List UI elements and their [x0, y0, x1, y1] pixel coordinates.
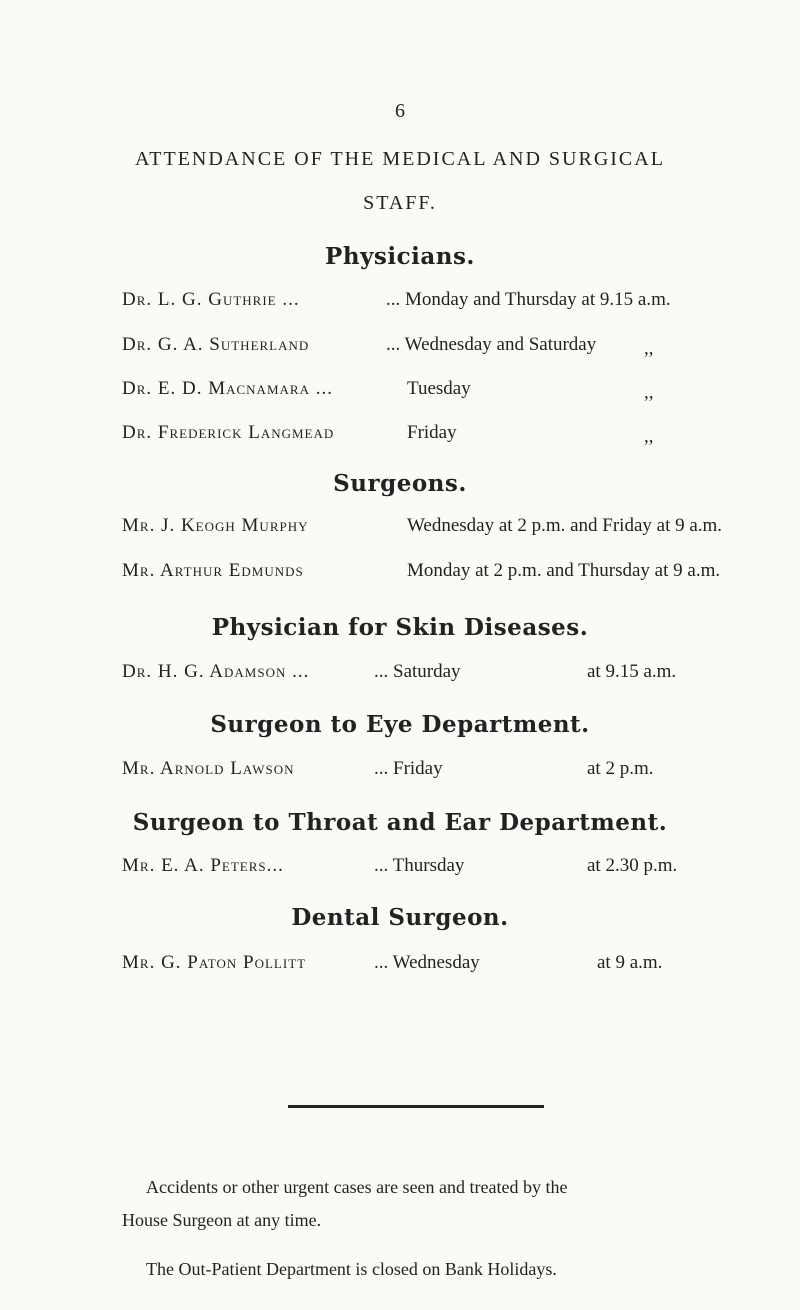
attendance-time: at 9.15 a.m. [587, 661, 677, 682]
attendance-schedule: ... Wednesday and Saturday [386, 334, 597, 355]
section-heading-physicians: Physicians. [325, 243, 475, 270]
page-title: ATTENDANCE OF THE MEDICAL AND SURGICAL [135, 148, 665, 170]
page-title-continued: STAFF. [363, 192, 437, 214]
staff-name: Dr. H. G. Adamson ... [122, 661, 310, 682]
staff-name: Dr. G. A. Sutherland [122, 334, 310, 355]
divider-rule [288, 1105, 544, 1108]
attendance-schedule: Monday at 2 p.m. and Thursday at 9 a.m. [407, 560, 721, 581]
section-heading-dental-surgeon: Dental Surgeon. [291, 904, 509, 931]
notes-bank-holidays: The Out-Patient Department is closed on Bank Holidays. [146, 1259, 557, 1279]
section-heading-surgeons: Surgeons. [333, 470, 467, 497]
attendance-schedule: ... Monday and Thursday at 9.15 a.m. [386, 289, 671, 310]
section-heading-skin-diseases: Physician for Skin Diseases. [211, 614, 589, 641]
attendance-day: ... Thursday [374, 855, 465, 876]
section-heading-throat-and-ear: Surgeon to Throat and Ear Department. [132, 809, 668, 836]
attendance-day: ... Saturday [374, 661, 461, 682]
attendance-schedule: Wednesday at 2 p.m. and Friday at 9 a.m. [407, 515, 723, 536]
attendance-time: at 2 p.m. [587, 758, 654, 779]
staff-name: Mr. Arnold Lawson [122, 758, 295, 779]
staff-name: Mr. J. Keogh Murphy [122, 515, 309, 536]
ditto-mark: ,, [644, 382, 654, 403]
staff-name: Dr. Frederick Langmead [122, 422, 335, 443]
notes-accidents-line2: House Surgeon at any time. [122, 1210, 322, 1230]
ditto-mark: ,, [644, 338, 654, 359]
section-heading-eye-department: Surgeon to Eye Department. [210, 711, 590, 738]
attendance-time: at 9 a.m. [597, 952, 663, 973]
attendance-schedule: Tuesday [407, 378, 471, 399]
attendance-day: ... Friday [374, 758, 443, 779]
ditto-mark: ,, [644, 426, 654, 447]
page-number: 6 [395, 100, 405, 122]
staff-name: Dr. L. G. Guthrie ... [122, 289, 300, 310]
attendance-time: at 2.30 p.m. [587, 855, 678, 876]
attendance-day: ... Wednesday [374, 952, 480, 973]
staff-name: Mr. Arthur Edmunds [122, 560, 304, 581]
staff-name: Dr. E. D. Macnamara ... [122, 378, 333, 399]
notes-accidents-line1: Accidents or other urgent cases are seen and treated by the [146, 1177, 568, 1197]
attendance-schedule: Friday [407, 422, 457, 443]
staff-name: Mr. G. Paton Pollitt [122, 952, 307, 973]
staff-name: Mr. E. A. Peters... [122, 855, 284, 876]
